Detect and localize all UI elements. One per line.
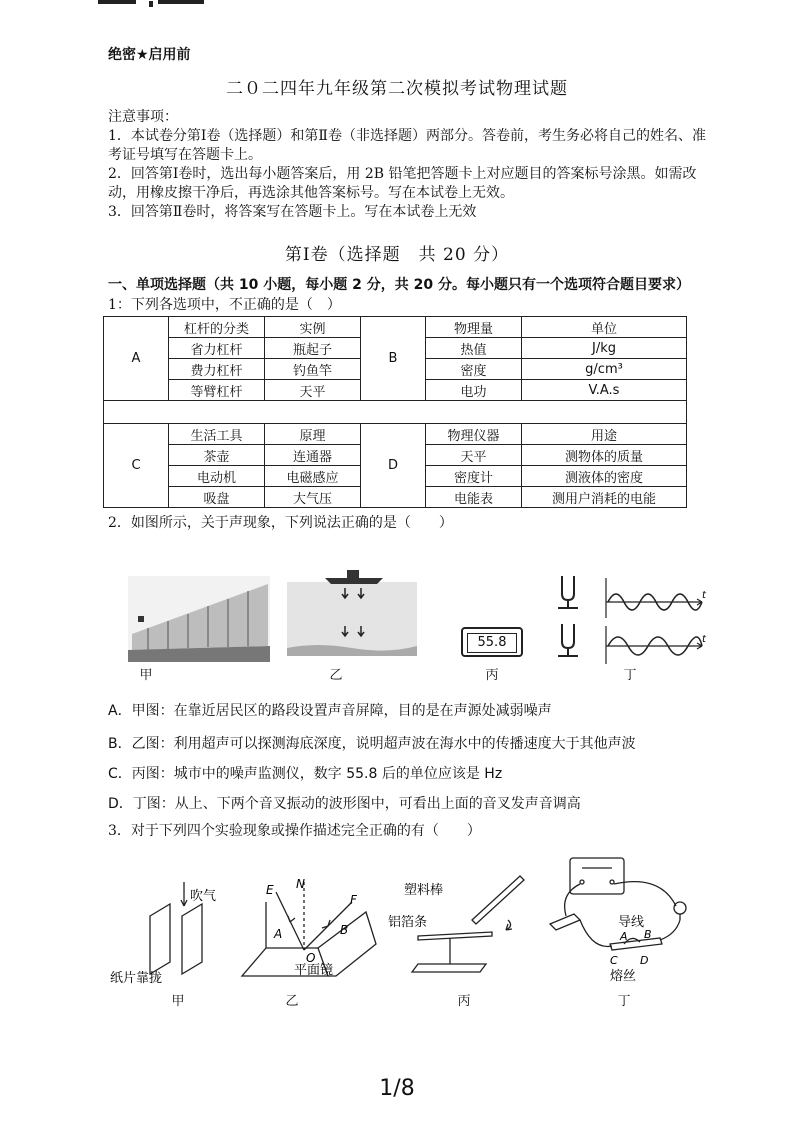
table-cell: 瓶起子 xyxy=(265,338,361,359)
q2-caption-yi: 乙 xyxy=(329,668,343,683)
table-cell: 钓鱼竿 xyxy=(265,359,361,380)
table-cell: 生活工具 xyxy=(169,424,265,445)
table-cell: 吸盘 xyxy=(169,487,265,508)
table-cell: g/cm³ xyxy=(522,359,687,380)
question-2-stem: 2．如图所示，关于声现象，下列说法正确的是（ ） xyxy=(108,515,453,531)
label-n: N xyxy=(296,877,305,891)
label-ding-b: B xyxy=(644,928,652,941)
table-cell: 杠杆的分类 xyxy=(169,317,265,338)
part1-title: 第Ⅰ卷（选择题 共 20 分） xyxy=(284,245,510,265)
table-cell: 单位 xyxy=(522,317,687,338)
table-cell: 电能表 xyxy=(426,487,522,508)
table-cell: 用途 xyxy=(522,424,687,445)
label-f: F xyxy=(350,893,357,907)
exam-notes xyxy=(108,108,708,222)
question-1-options-table xyxy=(103,316,687,508)
note-item-2: 2．回答第Ⅰ卷时，选出每小题答案后，用 2B 铅笔把答题卡上对应题目的答案标号涂黑。如需改动，用橡皮擦干净后，再选涂其他答案标号。写在本试卷上无效。 xyxy=(108,166,697,201)
figure-sonar-sea xyxy=(287,564,417,656)
table-cell: 测用户消耗的电能 xyxy=(522,487,687,508)
table-cell: 电磁感应 xyxy=(265,466,361,487)
q2-option-d: D．丁图：从上、下两个音叉振动的波形图中，可看出上面的音叉发声音调高 xyxy=(108,796,581,812)
top-scan-mark xyxy=(96,0,206,8)
label-blow: 吹气 xyxy=(190,889,217,904)
figure-plastic-rod-foil xyxy=(388,872,528,982)
table-cell: 物理仪器 xyxy=(426,424,522,445)
table-cell: 密度计 xyxy=(426,466,522,487)
table-cell: 费力杠杆 xyxy=(169,359,265,380)
q3-caption-ding: 丁 xyxy=(617,994,631,1009)
table-cell: 省力杠杆 xyxy=(169,338,265,359)
table-cell: 电功 xyxy=(426,380,522,401)
q3-caption-jia: 甲 xyxy=(171,994,185,1009)
table-cell: 热值 xyxy=(426,338,522,359)
q2-caption-bing: 丙 xyxy=(485,668,499,683)
question-3-stem: 3．对于下列四个实验现象或操作描述完全正确的有（ ） xyxy=(108,823,481,839)
label-ding-a: A xyxy=(620,930,628,943)
table-cell: 测液体的密度 xyxy=(522,466,687,487)
notes-heading: 注意事项： xyxy=(108,109,178,125)
table-cell: 连通器 xyxy=(265,445,361,466)
option-c-letter: C xyxy=(104,424,169,508)
section-heading: 一、单项选择题（共 10 小题，每小题 2 分，共 20 分。每小题只有一个选项符合题目要求） xyxy=(108,277,690,293)
table-cell: 原理 xyxy=(265,424,361,445)
figure-fuse-circuit xyxy=(540,854,700,982)
label-foil: 铝箔条 xyxy=(388,915,428,930)
label-ding-d: D xyxy=(640,954,649,967)
q2-caption-ding: 丁 xyxy=(623,668,637,683)
table-cell: 电动机 xyxy=(169,466,265,487)
table-cell: 茶壶 xyxy=(169,445,265,466)
note-item-3: 3．回答第Ⅱ卷时，将答案写在答题卡上。写在本试卷上无效 xyxy=(108,204,477,220)
table-cell: 密度 xyxy=(426,359,522,380)
table-cell: 物理量 xyxy=(426,317,522,338)
tuning-fork-icon xyxy=(558,576,578,656)
note-item-1: 1．本试卷分第Ⅰ卷（选择题）和第Ⅱ卷（非选择题）两部分。答卷前，考生务必将自己的姓名、准考证号填写在答题卡上。 xyxy=(108,128,706,163)
figure-sound-barrier xyxy=(128,576,270,662)
option-a-letter: A xyxy=(104,317,169,401)
q2-option-a: A．甲图：在靠近居民区的路段设置声音屏障，目的是在声源处减弱噪声 xyxy=(108,703,552,719)
label-wire: 导线 xyxy=(618,915,645,930)
table-cell: 天平 xyxy=(265,380,361,401)
page-number: 1/8 xyxy=(379,1076,415,1101)
table-cell: 测物体的质量 xyxy=(522,445,687,466)
option-b-letter: B xyxy=(361,317,426,401)
label-mirror: 平面镜 xyxy=(294,963,334,978)
figure-tuning-fork-waves xyxy=(552,572,712,664)
noise-reading: 55.8 xyxy=(467,633,517,653)
label-a: A xyxy=(274,927,283,941)
q3-caption-yi: 乙 xyxy=(285,994,299,1009)
label-ding-c: C xyxy=(610,954,618,967)
label-fuse: 熔丝 xyxy=(610,969,637,982)
q2-option-c: C．丙图：城市中的噪声监测仪，数字 55.8 后的单位应该是 Hz xyxy=(108,766,503,782)
option-d-letter: D xyxy=(361,424,426,508)
figure-blow-paper xyxy=(110,876,250,988)
question-1-stem: 1：下列各选项中，不正确的是（ ） xyxy=(108,297,341,313)
secret-mark: 绝密★启用前 xyxy=(108,47,191,63)
figure-plane-mirror xyxy=(236,872,386,990)
table-cell: J/kg xyxy=(522,338,687,359)
label-plastic-rod: 塑料棒 xyxy=(404,883,444,898)
table-cell: V.A.s xyxy=(522,380,687,401)
table-gap-row xyxy=(104,401,687,424)
table-cell: 天平 xyxy=(426,445,522,466)
axis-label-bottom: t xyxy=(702,634,706,645)
q3-caption-bing: 丙 xyxy=(457,994,471,1009)
label-e: E xyxy=(266,883,274,897)
exam-title: 二０二四年九年级第二次模拟考试物理试题 xyxy=(226,79,568,99)
q2-option-b: B．乙图：利用超声可以探测海底深度，说明超声波在海水中的传播速度大于其他声波 xyxy=(108,736,636,752)
label-o: O xyxy=(306,951,316,965)
table-cell: 等臂杠杆 xyxy=(169,380,265,401)
table-cell: 大气压 xyxy=(265,487,361,508)
label-paper: 纸片靠拢 xyxy=(110,971,163,986)
label-b: B xyxy=(340,923,349,937)
table-cell: 实例 xyxy=(265,317,361,338)
q2-caption-jia: 甲 xyxy=(139,668,153,683)
axis-label-top: t xyxy=(702,590,706,601)
noise-monitor-display xyxy=(461,627,523,657)
